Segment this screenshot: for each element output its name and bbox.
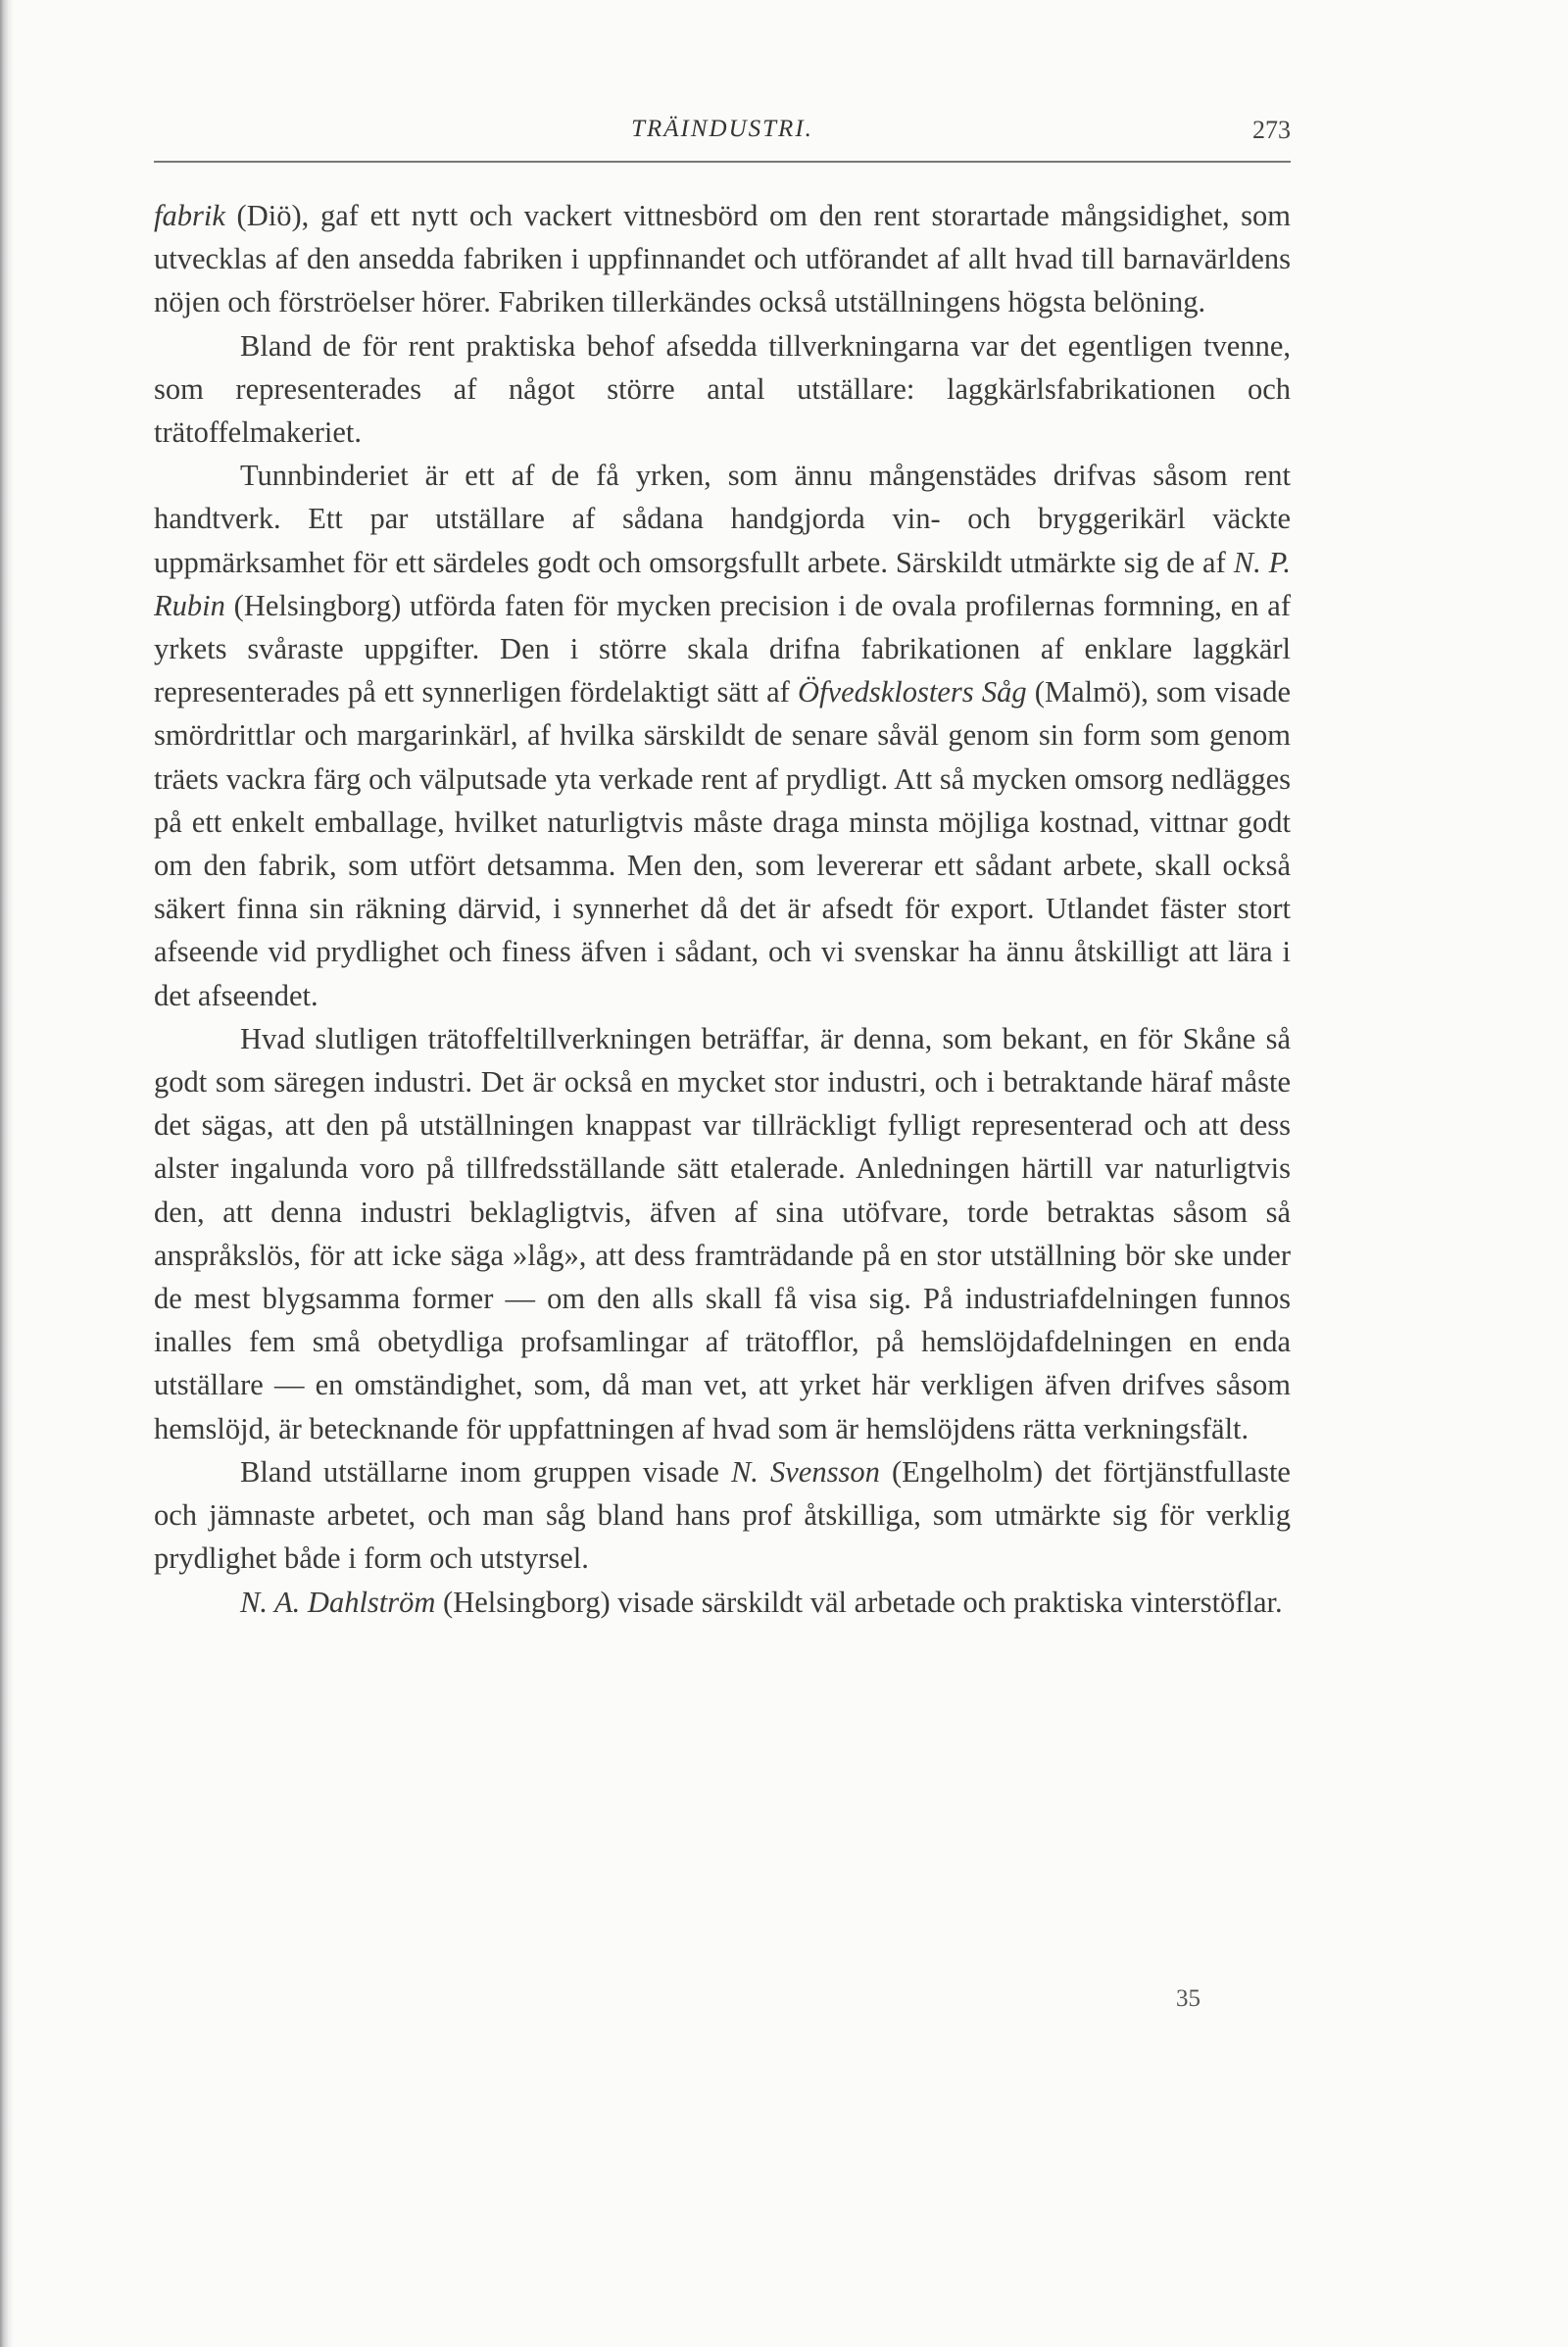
text-run: Bland utställarne inom gruppen visade [240, 1454, 731, 1489]
paragraph [154, 194, 1291, 324]
paragraph [154, 454, 1291, 1017]
paragraph [154, 324, 1291, 455]
italic-name: Öfvedsklosters Såg [798, 675, 1027, 709]
paragraph [154, 1017, 1291, 1450]
text-run: (Helsingborg) utförda faten för mycken precision i de ovala profilernas formning, en af yrkets svåraste uppgifter. Den i större skala drifna fabrikationen af enklare laggkärl representerades på ett synnerligen fördelaktigt sätt af [154, 588, 1291, 709]
paragraph [154, 1581, 1291, 1624]
italic-name: fabrik [154, 199, 225, 232]
text-run: (Diö), gaf ett nytt och vackert vittnesbörd om den rent storartade mångsidighet, som utvecklas af den ansedda fabriken i uppfinnandet och utförandet af allt hvad till barnavärldens nöjen och förströelser hörer. Fabriken tillerkändes också utställningens högsta belöning. [154, 199, 1291, 319]
text-run: (Helsingborg) visade särskildt väl arbetade och praktiska vinterstöflar. [435, 1585, 1283, 1619]
header-rule [154, 161, 1291, 163]
italic-name: N. Svensson [730, 1454, 880, 1489]
text-run: Bland de för rent praktiska behof afsedda tillverkningarna var det egentligen tvenne, som representerades af något större antal utställare: laggkärlsfabrikationen och trätoffelmakeriet. [154, 328, 1291, 450]
text-run: (Malmö), som visade smördrittlar och margarinkärl, af hvilka särskildt de senare såväl genom sin form som genom träets vackra färg och välputsade yta verkade rent af prydligt. Att så mycken omsorg nedlägges på ett enkelt emballage, hvilket naturligtvis måste draga minsta möjliga kostnad, vittnar godt om den fabrik, som utfört detsamma. Men den, som levererar ett sådant arbete, skall också säkert finna sin räkning därvid, i synnerhet då det är afsedt för export. Utlandet fäster stort afseende vid prydlighet och finess äfven i sådant, och vi svenskar ha ännu åtskilligt att lära i det afseendet. [154, 675, 1292, 1012]
paragraph [154, 1450, 1291, 1581]
text-run: Hvad slutligen trätoffeltillverkningen beträffar, är denna, som bekant, en för Skåne så godt som säregen industri. Det är också en mycket stor industri, och i betraktande häraf måste det sägas, att den på utställningen knappast var tillräckligt fylligt representerad och att dess alster ingalunda voro på tillfredsställande sätt etalerade. Anledningen härtill var naturligtvis den, att denna industri beklagligtvis, äfven af sina utöfvare, torde betraktas såsom så anspråkslös, för att icke säga »låg», att dess framträdande på en stor utställning bör ske under de mest blygsamma former — om den alls skall få visa sig. På industriafdelningen funnos inalles fem små obetydliga profsamlingar af trätofflor, på hemslöjdafdelningen en enda utställare — en omständighet, som, då man vet, att yrket här verkligen äfven drifves såsom hemslöjd, är betecknande för uppfattningen af hvad som är hemslöjdens rätta verkningsfält. [154, 1021, 1291, 1445]
signature-mark: 35 [1176, 1985, 1200, 2012]
text-run: Tunnbinderiet är ett af de få yrken, som ännu mångenstädes drifvas såsom rent handtverk. Ett par utställare af sådana handgjorda vin- och bryggerikärl väckte uppmärksamhet för ett särdeles godt och omsorgsfullt arbete. Särskildt utmärkte sig de af [154, 459, 1291, 579]
running-title: TRÄINDUSTRI. [631, 116, 813, 142]
page-number: 273 [1252, 116, 1291, 144]
italic-name: N. P. Rubin [154, 545, 1292, 622]
text-run: (Engelholm) det förtjänstfullaste och jämnaste arbetet, och man såg bland hans prof åtskilliga, som utmärkte sig för verklig prydlighet både i form och utstyrsel. [154, 1454, 1291, 1576]
running-head [154, 116, 1291, 155]
page-binding-edge [0, 0, 14, 2347]
body-text [154, 194, 1291, 1624]
italic-name: N. A. Dahlström [240, 1585, 436, 1619]
